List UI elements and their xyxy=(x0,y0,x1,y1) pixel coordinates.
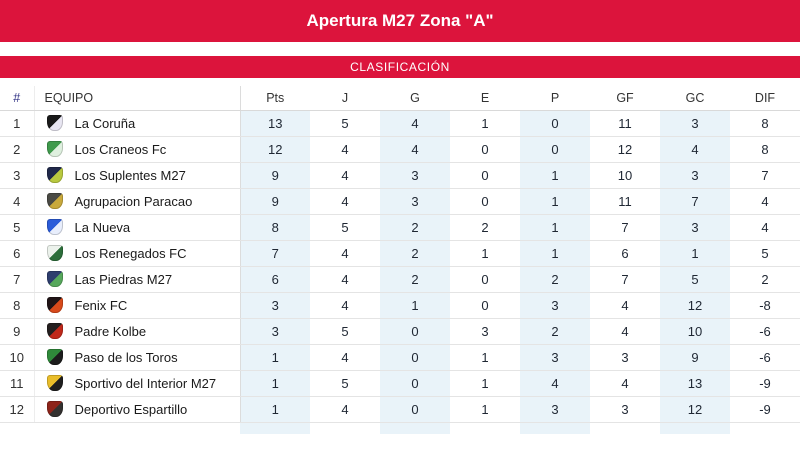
table-row[interactable] xyxy=(0,162,800,188)
position-cell: 5 xyxy=(0,214,34,240)
e-cell: 1 xyxy=(450,240,520,266)
pts-cell: 1 xyxy=(240,396,310,422)
pts-cell: 9 xyxy=(240,188,310,214)
p-cell: 3 xyxy=(520,344,590,370)
stub-cell xyxy=(660,422,730,434)
position-cell: 2 xyxy=(0,136,34,162)
j-cell: 5 xyxy=(310,318,380,344)
team-cell xyxy=(34,240,240,266)
g-cell: 1 xyxy=(380,292,450,318)
team-cell xyxy=(34,110,240,136)
j-cell: 4 xyxy=(310,344,380,370)
gc-cell: 10 xyxy=(660,318,730,344)
gc-cell: 3 xyxy=(660,162,730,188)
dif-cell: 8 xyxy=(730,110,800,136)
p-cell: 4 xyxy=(520,370,590,396)
gf-cell: 7 xyxy=(590,266,660,292)
gf-cell: 4 xyxy=(590,318,660,344)
col-header-gf: GF xyxy=(590,86,660,110)
dif-cell: 7 xyxy=(730,162,800,188)
team-cell xyxy=(34,266,240,292)
gc-cell: 5 xyxy=(660,266,730,292)
g-cell: 2 xyxy=(380,214,450,240)
col-header-equipo: EQUIPO xyxy=(34,86,240,110)
pts-cell: 7 xyxy=(240,240,310,266)
table-row[interactable] xyxy=(0,396,800,422)
team-crest-icon xyxy=(47,141,63,157)
stub-cell xyxy=(730,422,800,434)
team-crest-icon xyxy=(47,115,63,131)
dif-cell: -8 xyxy=(730,292,800,318)
p-cell: 1 xyxy=(520,240,590,266)
j-cell: 4 xyxy=(310,240,380,266)
table-row[interactable] xyxy=(0,136,800,162)
p-cell: 1 xyxy=(520,188,590,214)
gc-cell: 13 xyxy=(660,370,730,396)
e-cell: 0 xyxy=(450,162,520,188)
stub-cell xyxy=(310,422,380,434)
p-cell: 0 xyxy=(520,110,590,136)
team-crest-icon xyxy=(47,349,63,365)
dif-cell: -9 xyxy=(730,396,800,422)
position-cell: 11 xyxy=(0,370,34,396)
team-name[interactable]: Los Renegados FC xyxy=(74,245,187,261)
table-row[interactable] xyxy=(0,344,800,370)
pts-cell: 9 xyxy=(240,162,310,188)
team-name[interactable]: Padre Kolbe xyxy=(74,323,147,339)
table-row[interactable] xyxy=(0,266,800,292)
gc-cell: 3 xyxy=(660,110,730,136)
stub-cell xyxy=(590,422,660,434)
team-cell xyxy=(34,214,240,240)
pts-cell: 3 xyxy=(240,292,310,318)
col-header-gc: GC xyxy=(660,86,730,110)
team-name[interactable]: La Coruña xyxy=(74,115,136,131)
position-cell: 4 xyxy=(0,188,34,214)
e-cell: 0 xyxy=(450,188,520,214)
team-crest-icon xyxy=(47,245,63,261)
pts-cell: 12 xyxy=(240,136,310,162)
team-name[interactable]: Los Suplentes M27 xyxy=(74,167,186,183)
p-cell: 2 xyxy=(520,318,590,344)
team-crest-icon xyxy=(47,323,63,339)
stub-cell xyxy=(520,422,590,434)
position-cell: 10 xyxy=(0,344,34,370)
g-cell: 3 xyxy=(380,188,450,214)
table-row[interactable] xyxy=(0,370,800,396)
g-cell: 4 xyxy=(380,110,450,136)
gf-cell: 3 xyxy=(590,344,660,370)
pts-cell: 6 xyxy=(240,266,310,292)
team-crest-icon xyxy=(47,401,63,417)
g-cell: 0 xyxy=(380,344,450,370)
team-name[interactable]: Sportivo del Interior M27 xyxy=(74,375,217,391)
e-cell: 1 xyxy=(450,396,520,422)
spacer xyxy=(0,78,800,86)
e-cell: 1 xyxy=(450,344,520,370)
g-cell: 0 xyxy=(380,318,450,344)
team-name[interactable]: Deportivo Espartillo xyxy=(74,401,188,417)
gf-cell: 4 xyxy=(590,370,660,396)
team-cell xyxy=(34,292,240,318)
e-cell: 1 xyxy=(450,370,520,396)
position-cell: 8 xyxy=(0,292,34,318)
team-crest-icon xyxy=(47,271,63,287)
gf-cell: 12 xyxy=(590,136,660,162)
pts-cell: 1 xyxy=(240,344,310,370)
dif-cell: 4 xyxy=(730,214,800,240)
standings-table xyxy=(0,86,800,434)
gc-cell: 9 xyxy=(660,344,730,370)
team-name[interactable]: Las Piedras M27 xyxy=(74,271,173,287)
team-crest-icon xyxy=(47,297,63,313)
gf-cell: 6 xyxy=(590,240,660,266)
g-cell: 2 xyxy=(380,240,450,266)
team-cell xyxy=(34,396,240,422)
p-cell: 3 xyxy=(520,292,590,318)
j-cell: 5 xyxy=(310,214,380,240)
p-cell: 3 xyxy=(520,396,590,422)
table-row[interactable] xyxy=(0,292,800,318)
g-cell: 0 xyxy=(380,396,450,422)
g-cell: 3 xyxy=(380,162,450,188)
team-cell xyxy=(34,188,240,214)
gc-cell: 7 xyxy=(660,188,730,214)
j-cell: 4 xyxy=(310,162,380,188)
team-name[interactable]: Paso de los Toros xyxy=(74,349,178,365)
team-crest-icon xyxy=(47,219,63,235)
p-cell: 0 xyxy=(520,136,590,162)
gf-cell: 3 xyxy=(590,396,660,422)
p-cell: 1 xyxy=(520,162,590,188)
dif-cell: 2 xyxy=(730,266,800,292)
gc-cell: 1 xyxy=(660,240,730,266)
team-name[interactable]: La Nueva xyxy=(74,219,131,235)
stub-cell xyxy=(450,422,520,434)
gc-cell: 3 xyxy=(660,214,730,240)
table-row[interactable] xyxy=(0,188,800,214)
p-cell: 2 xyxy=(520,266,590,292)
stub-cell xyxy=(380,422,450,434)
gf-cell: 4 xyxy=(590,292,660,318)
j-cell: 4 xyxy=(310,136,380,162)
col-header-position: # xyxy=(0,86,34,110)
standings-body xyxy=(0,110,800,434)
team-name[interactable]: Fenix FC xyxy=(74,297,128,313)
dif-cell: -6 xyxy=(730,318,800,344)
gf-cell: 11 xyxy=(590,110,660,136)
e-cell: 3 xyxy=(450,318,520,344)
col-header-j: J xyxy=(310,86,380,110)
e-cell: 0 xyxy=(450,136,520,162)
team-crest-icon xyxy=(47,375,63,391)
table-footer-stub xyxy=(0,422,800,434)
dif-cell: -9 xyxy=(730,370,800,396)
col-header-e: E xyxy=(450,86,520,110)
j-cell: 4 xyxy=(310,292,380,318)
team-crest-icon xyxy=(47,167,63,183)
g-cell: 2 xyxy=(380,266,450,292)
pts-cell: 8 xyxy=(240,214,310,240)
dif-cell: 5 xyxy=(730,240,800,266)
e-cell: 2 xyxy=(450,214,520,240)
pts-cell: 3 xyxy=(240,318,310,344)
stub-cell xyxy=(240,422,310,434)
table-row[interactable] xyxy=(0,318,800,344)
g-cell: 0 xyxy=(380,370,450,396)
position-cell: 7 xyxy=(0,266,34,292)
stub-cell xyxy=(34,422,240,434)
table-header-row xyxy=(0,86,800,110)
team-crest-icon xyxy=(47,193,63,209)
clasificacion-label: CLASIFICACIÓN xyxy=(350,60,450,74)
clasificacion-bar xyxy=(0,56,800,78)
e-cell: 1 xyxy=(450,110,520,136)
team-cell xyxy=(34,136,240,162)
page-title-bar xyxy=(0,0,800,42)
team-name[interactable]: Agrupacion Paracao xyxy=(74,193,193,209)
j-cell: 5 xyxy=(310,110,380,136)
team-cell xyxy=(34,162,240,188)
p-cell: 1 xyxy=(520,214,590,240)
position-cell: 1 xyxy=(0,110,34,136)
gc-cell: 4 xyxy=(660,136,730,162)
team-cell xyxy=(34,370,240,396)
position-cell: 12 xyxy=(0,396,34,422)
stub-cell xyxy=(0,422,34,434)
position-cell: 9 xyxy=(0,318,34,344)
page-title: Apertura M27 Zona "A" xyxy=(306,11,494,30)
e-cell: 0 xyxy=(450,292,520,318)
gf-cell: 7 xyxy=(590,214,660,240)
pts-cell: 13 xyxy=(240,110,310,136)
position-cell: 6 xyxy=(0,240,34,266)
spacer xyxy=(0,42,800,56)
position-cell: 3 xyxy=(0,162,34,188)
dif-cell: -6 xyxy=(730,344,800,370)
col-header-pts: Pts xyxy=(240,86,310,110)
j-cell: 4 xyxy=(310,266,380,292)
gc-cell: 12 xyxy=(660,292,730,318)
pts-cell: 1 xyxy=(240,370,310,396)
e-cell: 0 xyxy=(450,266,520,292)
team-cell xyxy=(34,318,240,344)
table-row[interactable] xyxy=(0,110,800,136)
table-row[interactable] xyxy=(0,240,800,266)
team-cell xyxy=(34,344,240,370)
j-cell: 4 xyxy=(310,188,380,214)
g-cell: 4 xyxy=(380,136,450,162)
gf-cell: 10 xyxy=(590,162,660,188)
col-header-dif: DIF xyxy=(730,86,800,110)
gf-cell: 11 xyxy=(590,188,660,214)
j-cell: 5 xyxy=(310,370,380,396)
dif-cell: 4 xyxy=(730,188,800,214)
table-row[interactable] xyxy=(0,214,800,240)
dif-cell: 8 xyxy=(730,136,800,162)
col-header-p: P xyxy=(520,86,590,110)
col-header-g: G xyxy=(380,86,450,110)
gc-cell: 12 xyxy=(660,396,730,422)
j-cell: 4 xyxy=(310,396,380,422)
team-name[interactable]: Los Craneos Fc xyxy=(74,141,167,157)
